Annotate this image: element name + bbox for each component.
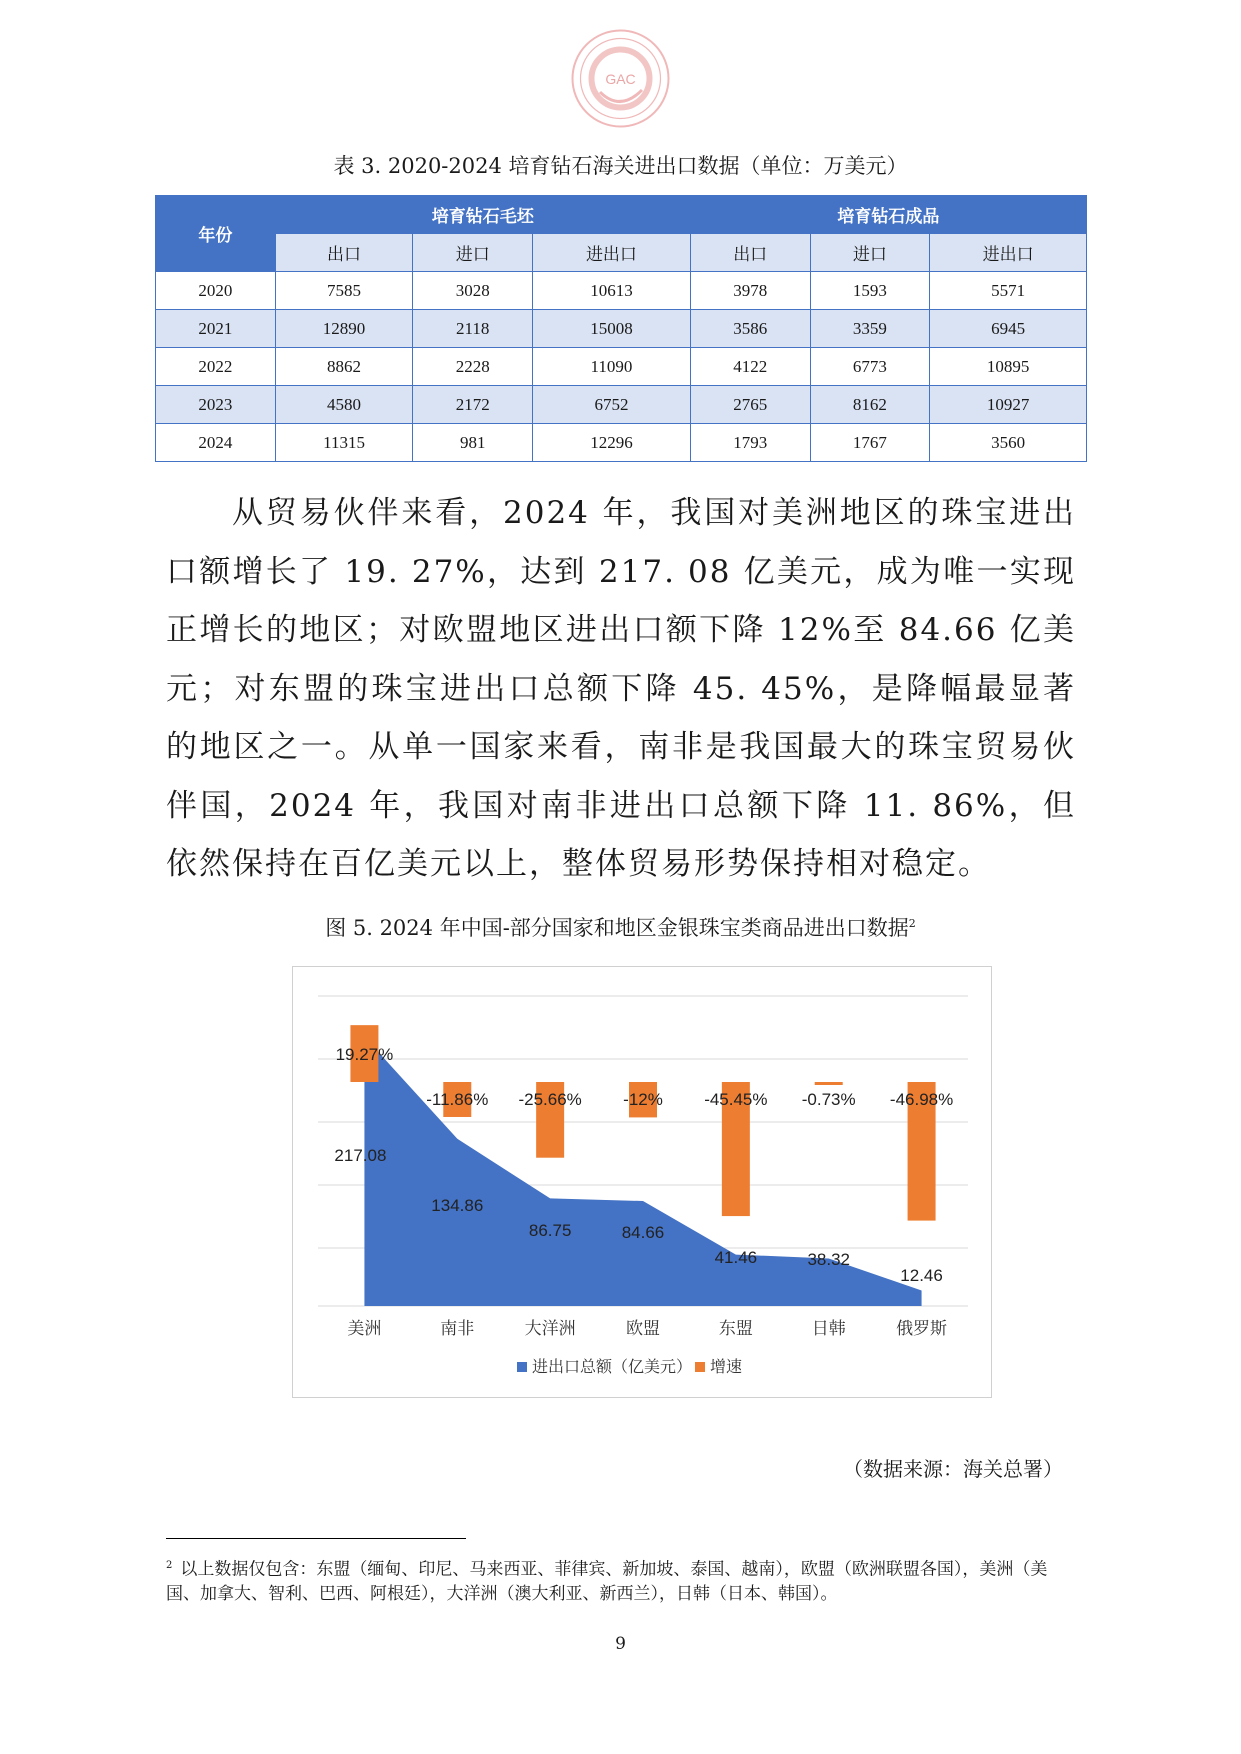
- table-cell: 5571: [930, 272, 1087, 310]
- footnote-text: 以上数据仅包含：东盟（缅甸、印尼、马来西亚、菲律宾、新加坡、泰国、越南），欧盟（欧洲联盟各国），美洲（美国、加拿大、智利、巴西、阿根廷），大洋洲（澳大利亚、新西兰），日韩（日本、韩国）。: [166, 1559, 1048, 1604]
- total-label: 38.32: [807, 1250, 850, 1269]
- footnote-divider: [166, 1538, 466, 1539]
- table-cell: 2020: [156, 272, 276, 310]
- table-cell: 3028: [413, 272, 533, 310]
- logo-text: GAC: [605, 71, 636, 87]
- sub-header: 进出口: [930, 234, 1087, 272]
- total-label: 86.75: [528, 1221, 572, 1240]
- table-cell: 2021: [156, 310, 276, 348]
- table-cell: 6752: [533, 386, 691, 424]
- chart-svg: [293, 967, 993, 1399]
- gac-seal-logo: [570, 28, 671, 129]
- growth-label: 19.27%: [335, 1045, 394, 1064]
- growth-label: -12%: [623, 1090, 663, 1109]
- table-cell: 10613: [533, 272, 691, 310]
- table-cell: 2118: [413, 310, 533, 348]
- figure-title: [0, 912, 1241, 942]
- category-label: 美洲: [347, 1319, 382, 1339]
- table-cell: 2765: [690, 386, 810, 424]
- year-header: 年份: [156, 196, 276, 272]
- table-cell: 8862: [275, 348, 413, 386]
- footnote: [166, 1554, 1076, 1606]
- table-row: [156, 386, 1087, 424]
- table-cell: 2023: [156, 386, 276, 424]
- table-cell: 1793: [690, 424, 810, 462]
- growth-label: -11.86%: [426, 1090, 489, 1109]
- body-paragraph: [166, 484, 1076, 894]
- table-row: [156, 310, 1087, 348]
- legend-swatch-total: [517, 1362, 527, 1372]
- table-title: 表 3. 2020-2024 培育钻石海关进出口数据（单位：万美元）: [333, 154, 908, 178]
- table-cell: 2022: [156, 348, 276, 386]
- table-cell: 4122: [690, 348, 810, 386]
- sub-header: 进口: [810, 234, 930, 272]
- rough-group-header: 培育钻石毛坯: [275, 196, 690, 234]
- table-cell: 4580: [275, 386, 413, 424]
- polished-group-header: 培育钻石成品: [690, 196, 1086, 234]
- growth-label: -45.45%: [704, 1090, 768, 1109]
- footnote-mark: 2: [166, 1560, 173, 1571]
- total-label: 41.46: [714, 1248, 758, 1267]
- table-cell: 2228: [413, 348, 533, 386]
- sub-header: 进口: [413, 234, 533, 272]
- sub-header: 出口: [275, 234, 413, 272]
- legend-label-growth: 增速: [710, 1357, 743, 1376]
- table-row: [156, 424, 1087, 462]
- table-cell: 3978: [690, 272, 810, 310]
- table-cell: 1593: [810, 272, 930, 310]
- table-cell: 981: [413, 424, 533, 462]
- category-label: 大洋洲: [524, 1319, 576, 1339]
- table-cell: 12890: [275, 310, 413, 348]
- table-cell: 7585: [275, 272, 413, 310]
- paragraph-text: 从贸易伙伴来看，2024 年，我国对美洲地区的珠宝进出口额增长了 19. 27%，达到 217. 08 亿美元，成为唯一实现正增长的地区；对欧盟地区进出口额下降 12%至 84.66 亿美元；对东盟的珠宝进出口总额下降 45. 45%，是降幅最显著的地区之一。从单一国家来看，南非是我国最大的珠宝贸易伙伴国，2024 年，我国对南非进出口总额下降 11. 86%，但依然保持在百亿美元以上，整体贸易形势保持相对稳定。: [166, 495, 1076, 882]
- legend-swatch-growth: [695, 1362, 705, 1372]
- figure-title-text: 图 5. 2024 年中国-部分国家和地区金银珠宝类商品进出口数据: [325, 916, 909, 940]
- table-row: [156, 348, 1087, 386]
- table-cell: 3586: [690, 310, 810, 348]
- category-label: 欧盟: [626, 1319, 660, 1339]
- table-cell: 6945: [930, 310, 1087, 348]
- table-cell: 12296: [533, 424, 691, 462]
- legend-label-total: 进出口总额（亿美元）: [532, 1357, 693, 1376]
- page-number: 9: [615, 1634, 626, 1654]
- total-label: 12.46: [900, 1266, 943, 1285]
- category-label: 东盟: [718, 1319, 753, 1339]
- category-label: 俄罗斯: [896, 1319, 948, 1339]
- table-row: [156, 272, 1087, 310]
- growth-label: -25.66%: [518, 1090, 582, 1109]
- category-label: 南非: [440, 1319, 475, 1339]
- table-cell: 3560: [930, 424, 1087, 462]
- growth-label: -46.98%: [889, 1090, 954, 1109]
- trade-chart: [292, 966, 992, 1398]
- footnote-ref: 2: [908, 917, 916, 930]
- total-label: 84.66: [621, 1223, 665, 1242]
- total-label: 134.86: [431, 1196, 484, 1215]
- table-cell: 1767: [810, 424, 930, 462]
- table-cell: 6773: [810, 348, 930, 386]
- table-cell: 11090: [533, 348, 691, 386]
- table-cell: 2024: [156, 424, 276, 462]
- table-cell: 8162: [810, 386, 930, 424]
- table-cell: 3359: [810, 310, 930, 348]
- table-cell: 10895: [930, 348, 1087, 386]
- sub-header: 进出口: [533, 234, 691, 272]
- table-cell: 10927: [930, 386, 1087, 424]
- table-cell: 2172: [413, 386, 533, 424]
- total-label: 217.08: [334, 1146, 387, 1165]
- growth-label: -0.73%: [801, 1090, 856, 1109]
- table-cell: 15008: [533, 310, 691, 348]
- growth-bar: [815, 1082, 843, 1085]
- category-label: 日韩: [811, 1319, 846, 1339]
- diamond-trade-table: [155, 195, 1087, 462]
- sub-header: 出口: [690, 234, 810, 272]
- table-cell: 11315: [275, 424, 413, 462]
- data-source: （数据来源：海关总署）: [843, 1457, 1063, 1481]
